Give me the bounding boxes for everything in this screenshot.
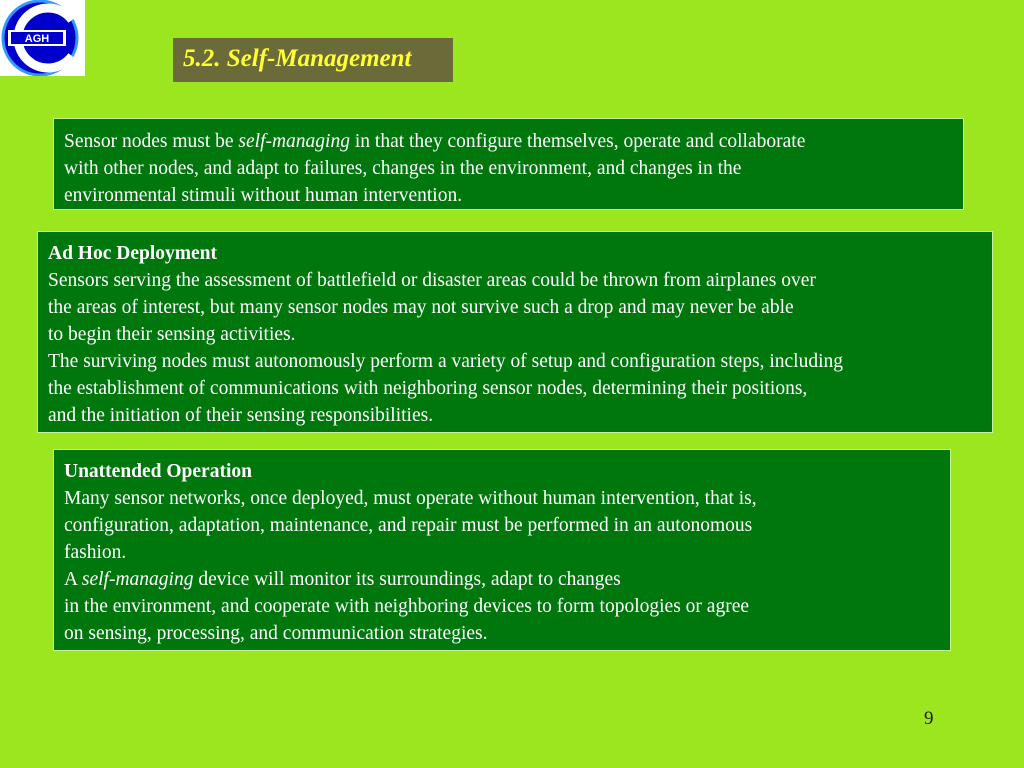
unattended-heading: Unattended Operation — [64, 461, 252, 482]
unattended-line-4: A self-managing device will monitor its surroundings, adapt to changes — [64, 569, 621, 590]
intro-line-2: with other nodes, and adapt to failures, changes in the environment, and changes in the — [64, 158, 742, 179]
intro-line-3: environmental stimuli without human intervention. — [64, 185, 463, 206]
adhoc-line: the areas of interest, but many sensor nodes may not survive such a drop and may never be able — [48, 297, 794, 318]
intro-line-1: Sensor nodes must be self-managing in that they configure themselves, operate and collaborate — [64, 131, 806, 152]
adhoc-line: Sensors serving the assessment of battlefield or disaster areas could be thrown from airplanes over — [48, 270, 816, 291]
adhoc-line: to begin their sensing activities. — [48, 324, 296, 345]
adhoc-line: the establishment of communications with neighboring sensor nodes, determining their positions, — [48, 378, 808, 399]
adhoc-heading: Ad Hoc Deployment — [48, 243, 217, 264]
page-number: 9 — [924, 708, 934, 729]
unattended-line-3: fashion. — [64, 542, 127, 563]
unattended-line-5: in the environment, and cooperate with neighboring devices to form topologies or agree — [64, 596, 750, 617]
adhoc-line: The surviving nodes must autonomously perform a variety of setup and configuration steps, including — [48, 351, 844, 372]
agh-logo — [0, 0, 85, 76]
unattended-line-1: Many sensor networks, once deployed, must operate without human intervention, that is, — [64, 488, 757, 509]
logo-text: AGH — [24, 33, 50, 45]
adhoc-line: and the initiation of their sensing responsibilities. — [48, 405, 434, 426]
slide-title: 5.2. Self-Management — [173, 38, 453, 82]
emphasis-self-managing: self-managing — [81, 569, 194, 590]
unattended-panel — [53, 449, 951, 651]
intro-panel — [53, 118, 964, 210]
unattended-line-6: on sensing, processing, and communication strategies. — [64, 623, 488, 644]
emphasis-self-managing: self-managing — [238, 131, 350, 152]
adhoc-panel — [37, 231, 993, 433]
unattended-line-2: configuration, adaptation, maintenance, and repair must be performed in an autonomous — [64, 515, 753, 536]
